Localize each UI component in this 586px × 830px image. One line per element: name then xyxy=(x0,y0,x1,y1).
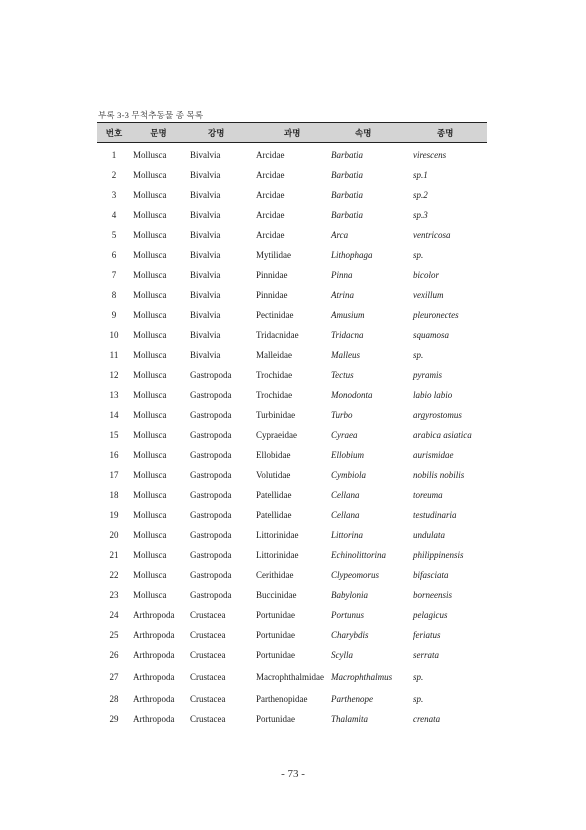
cell-species: feriatus xyxy=(413,630,441,640)
cell-class: Gastropoda xyxy=(190,570,232,580)
cell-family: Pectinidae xyxy=(256,310,294,320)
cell-species: pyramis xyxy=(413,370,442,380)
table-row xyxy=(97,485,487,505)
cell-number: 28 xyxy=(109,694,119,704)
cell-genus: Pinna xyxy=(331,270,353,280)
cell-genus: Atrina xyxy=(331,290,355,300)
cell-family: Ellobidae xyxy=(256,450,291,460)
cell-genus: Amusium xyxy=(331,310,365,320)
cell-number: 24 xyxy=(109,610,119,620)
cell-family: Patellidae xyxy=(256,510,292,520)
table-row xyxy=(97,365,487,385)
table-header-row xyxy=(97,122,487,143)
cell-family: Patellidae xyxy=(256,490,292,500)
cell-family: Turbinidae xyxy=(256,410,296,420)
cell-species: argyrostomus xyxy=(413,410,462,420)
cell-genus: Littorina xyxy=(331,530,364,540)
table-row xyxy=(97,325,487,345)
cell-family: Parthenopidae xyxy=(256,694,308,704)
header-number: 번호 xyxy=(105,128,123,139)
cell-family: Volutidae xyxy=(256,470,291,480)
cell-phylum: Mollusca xyxy=(133,230,167,240)
cell-species: toreuma xyxy=(413,490,443,500)
cell-number: 13 xyxy=(109,390,119,400)
cell-number: 7 xyxy=(111,270,117,280)
cell-phylum: Mollusca xyxy=(133,410,167,420)
table-row xyxy=(97,689,487,709)
cell-genus: Macrophthalmus xyxy=(331,672,393,682)
cell-species: crenata xyxy=(413,714,441,724)
cell-number: 11 xyxy=(109,350,119,360)
table-row xyxy=(97,345,487,365)
cell-class: Crustacea xyxy=(190,714,226,724)
cell-number: 8 xyxy=(111,290,117,300)
cell-class: Bivalvia xyxy=(190,350,221,360)
table-row xyxy=(97,265,487,285)
cell-family: Trochidae xyxy=(256,370,293,380)
cell-species: sp. xyxy=(413,672,424,682)
cell-family: Arcidae xyxy=(256,230,285,240)
cell-number: 20 xyxy=(109,530,119,540)
cell-genus: Scylla xyxy=(331,650,353,660)
cell-number: 12 xyxy=(109,370,119,380)
cell-class: Crustacea xyxy=(190,650,226,660)
cell-phylum: Mollusca xyxy=(133,150,167,160)
cell-class: Bivalvia xyxy=(190,210,221,220)
cell-class: Gastropoda xyxy=(190,390,232,400)
cell-number: 29 xyxy=(109,714,119,724)
cell-genus: Lithophaga xyxy=(331,250,373,260)
cell-genus: Charybdis xyxy=(331,630,369,640)
cell-phylum: Mollusca xyxy=(133,350,167,360)
cell-phylum: Arthropoda xyxy=(133,610,175,620)
cell-family: Malleidae xyxy=(256,350,292,360)
cell-phylum: Arthropoda xyxy=(133,694,175,704)
cell-number: 4 xyxy=(111,210,117,220)
table-row xyxy=(97,565,487,585)
cell-family: Trochidae xyxy=(256,390,293,400)
cell-species: nobilis nobilis xyxy=(413,470,465,480)
cell-phylum: Mollusca xyxy=(133,170,167,180)
cell-class: Bivalvia xyxy=(190,190,221,200)
cell-number: 2 xyxy=(111,170,117,180)
cell-species: sp. xyxy=(413,350,424,360)
cell-number: 14 xyxy=(109,410,119,420)
cell-species: pelagicus xyxy=(413,610,448,620)
table-row xyxy=(97,185,487,205)
cell-species: sp. xyxy=(413,250,424,260)
cell-phylum: Mollusca xyxy=(133,370,167,380)
cell-phylum: Arthropoda xyxy=(133,630,175,640)
cell-class: Gastropoda xyxy=(190,430,232,440)
cell-species: vexillum xyxy=(413,290,444,300)
table-row xyxy=(97,405,487,425)
species-table xyxy=(97,122,487,729)
cell-species: bicolor xyxy=(413,270,439,280)
cell-number: 3 xyxy=(111,190,117,200)
table-caption: 부록 3-3 무척추동물 종 목록 xyxy=(98,110,204,120)
cell-phylum: Arthropoda xyxy=(133,650,175,660)
cell-class: Gastropoda xyxy=(190,450,232,460)
cell-class: Bivalvia xyxy=(190,250,221,260)
cell-phylum: Mollusca xyxy=(133,390,167,400)
cell-number: 9 xyxy=(111,310,117,320)
cell-number: 25 xyxy=(109,630,119,640)
cell-phylum: Mollusca xyxy=(133,290,167,300)
cell-class: Bivalvia xyxy=(190,310,221,320)
cell-species: sp. xyxy=(413,694,424,704)
table-body xyxy=(97,145,487,729)
cell-class: Gastropoda xyxy=(190,470,232,480)
cell-number: 15 xyxy=(109,430,119,440)
cell-genus: Turbo xyxy=(331,410,353,420)
cell-phylum: Mollusca xyxy=(133,430,167,440)
cell-phylum: Mollusca xyxy=(133,210,167,220)
cell-family: Arcidae xyxy=(256,210,285,220)
cell-family: Macrophthalmidae xyxy=(256,671,324,682)
cell-phylum: Arthropoda xyxy=(133,714,175,724)
cell-family: Pinnidae xyxy=(256,290,288,300)
header-genus: 속명 xyxy=(355,128,372,139)
cell-number: 19 xyxy=(109,510,119,520)
table-row xyxy=(97,585,487,605)
table-row xyxy=(97,625,487,645)
cell-phylum: Mollusca xyxy=(133,490,167,500)
cell-family: Cypraeidae xyxy=(256,430,297,440)
cell-genus: Arca xyxy=(331,230,349,240)
cell-class: Bivalvia xyxy=(190,170,221,180)
cell-family: Portunidae xyxy=(256,630,295,640)
cell-genus: Cyraea xyxy=(331,430,358,440)
cell-phylum: Mollusca xyxy=(133,270,167,280)
table-row xyxy=(97,385,487,405)
header-species: 종명 xyxy=(437,128,454,139)
cell-number: 23 xyxy=(109,590,119,600)
cell-phylum: Mollusca xyxy=(133,190,167,200)
table-row xyxy=(97,225,487,245)
cell-phylum: Mollusca xyxy=(133,250,167,260)
table-row xyxy=(97,645,487,665)
cell-genus: Thalamita xyxy=(331,714,369,724)
cell-genus: Tridacna xyxy=(331,330,364,340)
cell-number: 5 xyxy=(111,230,117,240)
cell-class: Bivalvia xyxy=(190,330,221,340)
cell-family: Portunidae xyxy=(256,650,295,660)
cell-number: 22 xyxy=(109,570,119,580)
table-row xyxy=(97,605,487,625)
cell-genus: Tectus xyxy=(331,370,354,380)
cell-class: Bivalvia xyxy=(190,150,221,160)
cell-phylum: Mollusca xyxy=(133,470,167,480)
table-row xyxy=(97,145,487,165)
cell-class: Gastropoda xyxy=(190,490,232,500)
cell-genus: Monodonta xyxy=(331,390,373,400)
cell-species: squamosa xyxy=(413,330,450,340)
page-number: - 73 - xyxy=(281,768,305,780)
cell-species: aurismidae xyxy=(413,450,454,460)
cell-number: 17 xyxy=(109,470,119,480)
cell-class: Gastropoda xyxy=(190,550,232,560)
cell-species: arabica asiatica xyxy=(413,430,472,440)
table-row xyxy=(97,205,487,225)
cell-phylum: Arthropoda xyxy=(133,672,175,682)
cell-genus: Barbatia xyxy=(331,150,364,160)
cell-family: Arcidae xyxy=(256,170,285,180)
cell-number: 16 xyxy=(109,450,119,460)
cell-genus: Barbatia xyxy=(331,210,364,220)
cell-phylum: Mollusca xyxy=(133,330,167,340)
cell-number: 6 xyxy=(111,250,117,260)
cell-family: Pinnidae xyxy=(256,270,288,280)
cell-family: Portunidae xyxy=(256,610,295,620)
table-row xyxy=(97,465,487,485)
cell-family: Buccinidae xyxy=(256,590,297,600)
cell-genus: Echinolittorina xyxy=(331,550,386,560)
cell-species: philippinensis xyxy=(413,550,464,560)
cell-species: pleuronectes xyxy=(413,310,459,320)
cell-number: 18 xyxy=(109,490,119,500)
header-phylum: 문명 xyxy=(150,128,167,139)
cell-genus: Cellana xyxy=(331,510,360,520)
cell-species: labio labio xyxy=(413,390,453,400)
cell-family: Tridacnidae xyxy=(256,330,299,340)
cell-genus: Barbatia xyxy=(331,190,364,200)
cell-species: virescens xyxy=(413,150,447,160)
cell-phylum: Mollusca xyxy=(133,450,167,460)
cell-genus: Parthenope xyxy=(331,694,373,704)
cell-number: 27 xyxy=(109,672,119,682)
cell-species: serrata xyxy=(413,650,440,660)
table-row xyxy=(97,505,487,525)
table-row xyxy=(97,425,487,445)
table-row xyxy=(97,445,487,465)
table-row xyxy=(97,665,487,689)
cell-genus: Cellana xyxy=(331,490,360,500)
table-row xyxy=(97,285,487,305)
table-row xyxy=(97,165,487,185)
cell-phylum: Mollusca xyxy=(133,530,167,540)
cell-species: ventricosa xyxy=(413,230,451,240)
table-row xyxy=(97,545,487,565)
cell-class: Crustacea xyxy=(190,630,226,640)
cell-genus: Babylonia xyxy=(331,590,368,600)
cell-class: Gastropoda xyxy=(190,530,232,540)
table-row xyxy=(97,525,487,545)
cell-species: sp.2 xyxy=(413,190,428,200)
cell-family: Arcidae xyxy=(256,150,285,160)
cell-class: Gastropoda xyxy=(190,410,232,420)
cell-species: testudinaria xyxy=(413,510,457,520)
table-row xyxy=(97,245,487,265)
cell-class: Bivalvia xyxy=(190,270,221,280)
cell-number: 21 xyxy=(109,550,119,560)
cell-class: Gastropoda xyxy=(190,370,232,380)
cell-family: Cerithidae xyxy=(256,570,294,580)
cell-genus: Malleus xyxy=(331,350,360,360)
cell-class: Crustacea xyxy=(190,694,226,704)
cell-family: Littorinidae xyxy=(256,530,299,540)
cell-phylum: Mollusca xyxy=(133,310,167,320)
cell-genus: Portunus xyxy=(331,610,365,620)
cell-genus: Barbatia xyxy=(331,170,364,180)
cell-class: Bivalvia xyxy=(190,230,221,240)
table-row xyxy=(97,305,487,325)
cell-phylum: Mollusca xyxy=(133,570,167,580)
header-family: 과명 xyxy=(284,128,301,139)
cell-phylum: Mollusca xyxy=(133,550,167,560)
cell-family: Mytilidae xyxy=(256,250,291,260)
cell-family: Portunidae xyxy=(256,714,295,724)
cell-class: Bivalvia xyxy=(190,290,221,300)
cell-class: Gastropoda xyxy=(190,510,232,520)
cell-number: 26 xyxy=(109,650,119,660)
cell-family: Littorinidae xyxy=(256,550,299,560)
cell-genus: Ellobium xyxy=(331,450,364,460)
header-class: 강명 xyxy=(208,128,225,139)
cell-class: Gastropoda xyxy=(190,590,232,600)
cell-family: Arcidae xyxy=(256,190,285,200)
cell-genus: Clypeomorus xyxy=(331,570,379,580)
cell-species: sp.3 xyxy=(413,210,428,220)
table-row xyxy=(97,709,487,729)
cell-phylum: Mollusca xyxy=(133,590,167,600)
cell-species: sp.1 xyxy=(413,170,428,180)
cell-species: undulata xyxy=(413,530,446,540)
cell-genus: Cymbiola xyxy=(331,470,366,480)
cell-phylum: Mollusca xyxy=(133,510,167,520)
cell-class: Crustacea xyxy=(190,610,226,620)
cell-species: bifasciata xyxy=(413,570,449,580)
cell-class: Crustacea xyxy=(190,672,226,682)
cell-number: 10 xyxy=(109,330,119,340)
cell-species: borneensis xyxy=(413,590,452,600)
cell-number: 1 xyxy=(111,150,117,160)
